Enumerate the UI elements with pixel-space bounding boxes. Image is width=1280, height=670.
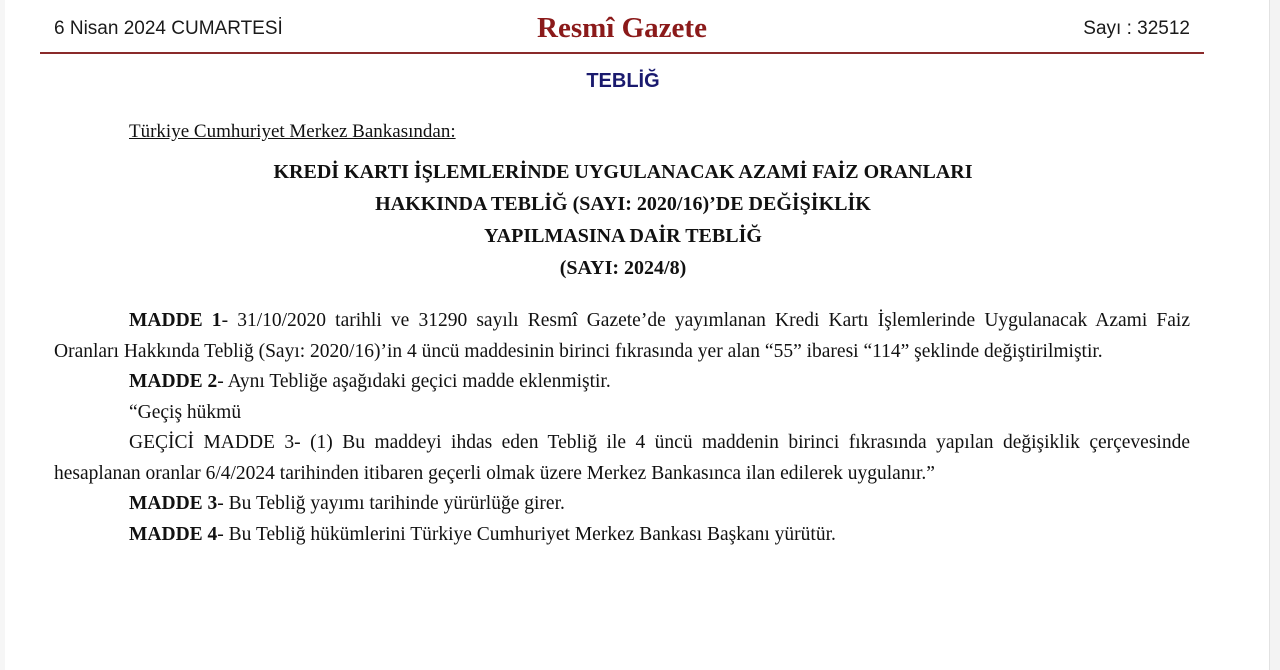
article-label: MADDE 3: [129, 493, 218, 514]
article-label: MADDE 1: [129, 310, 222, 331]
article-text: - 31/10/2020 tarihli ve 31290 sayılı Resmî Gazete’de yayımlanan Kredi Kartı İşlemlerinde Uygulanacak Azami Faiz Oranları Hakkında Tebliğ (Sayı: 2020/16)’in 4 üncü maddesinin birinci fıkrasında yer alan “55” ibaresi “114” şeklinde değiştirilmiştir.: [54, 310, 1190, 362]
section-heading: TEBLİĞ: [586, 70, 660, 92]
issue-number: Sayı : 32512: [1083, 18, 1190, 39]
article-2: [54, 367, 1190, 398]
transition-heading: “Geçiş hükmü: [129, 401, 242, 423]
article-label: MADDE 2: [129, 371, 218, 392]
article-4: [54, 520, 1190, 551]
temporary-article-3: GEÇİCİ MADDE 3- (1) Bu maddeyi ihdas eden Tebliğ ile 4 üncü maddenin birinci fıkrasında yapılan değişiklik çerçevesinde hesaplanan oranlar 6/4/2024 tarihinden itibaren geçerli olmak üzere Merkez Bankasınca ilan edilerek uygulanır.”: [54, 432, 1190, 484]
article-text: - Bu Tebliğ yayımı tarihinde yürürlüğe girer.: [217, 493, 565, 514]
viewer-scrollbar-track[interactable]: [1269, 0, 1280, 670]
gazette-header: [40, 0, 1204, 54]
article-3: [54, 489, 1190, 520]
communique-title: [0, 156, 1246, 284]
title-line: (SAYI: 2024/8): [559, 257, 687, 279]
title-line: KREDİ KARTI İŞLEMLERİNDE UYGULANACAK AZAMİ FAİZ ORANLARI: [273, 161, 973, 183]
title-line: YAPILMASINA DAİR TEBLİĞ: [484, 225, 762, 247]
gazette-masthead: Resmî Gazete: [537, 12, 707, 44]
article-label: MADDE 4: [129, 523, 218, 545]
article-text: - Bu Tebliğ hükümlerini Türkiye Cumhuriyet Merkez Bankası Başkanı yürütür.: [217, 523, 836, 545]
viewer-left-edge: [0, 0, 5, 670]
article-1: [54, 306, 1190, 367]
communique-body: [54, 306, 1190, 550]
title-line: HAKKINDA TEBLİĞ (SAYI: 2020/16)’DE DEĞİŞİKLİK: [375, 193, 871, 215]
article-text: - Aynı Tebliğe aşağıdaki geçici madde eklenmiştir.: [217, 371, 611, 392]
publication-date: 6 Nisan 2024 CUMARTESİ: [54, 18, 283, 39]
issuing-institution: Türkiye Cumhuriyet Merkez Bankasından:: [129, 121, 456, 142]
